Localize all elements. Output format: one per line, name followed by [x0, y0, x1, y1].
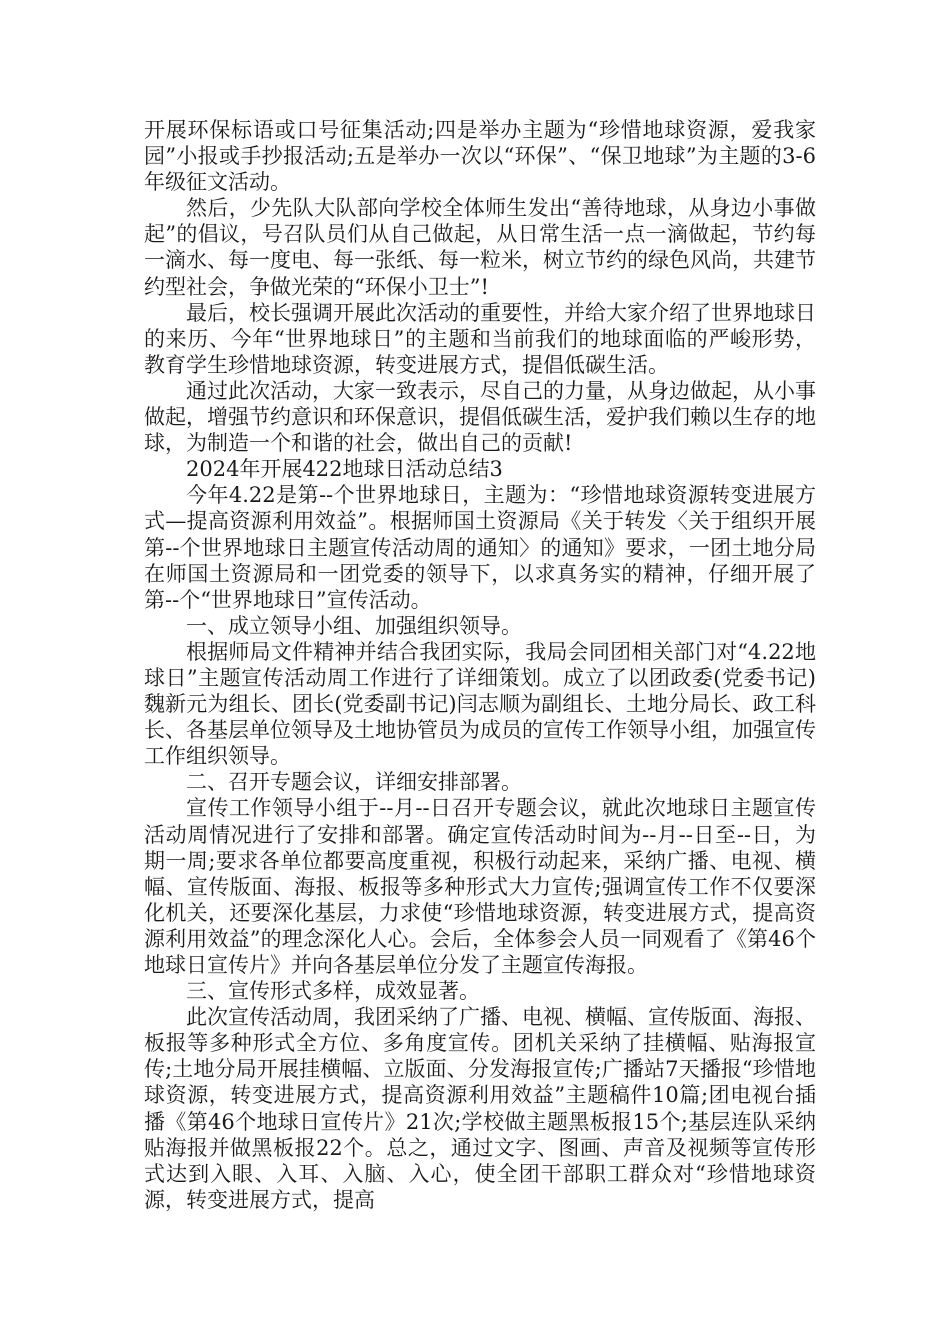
paragraph-conclusion: 通过此次活动，大家一致表示，尽自己的力量，从身边做起，从小事做起，增强节约意识和环保意识，提倡低碳生活，爱护我们赖以生存的地球，为制造一个和谐的社会，做出自己的贡献!: [144, 378, 816, 456]
paragraph-meeting: 宣传工作领导小组于--月--日召开专题会议，就此次地球日主题宣传活动周情况进行了安排和部署。确定宣传活动时间为--月--日至--日，为期一周;要求各单位都要高度重视，积极行动起来，采纳广播、电视、横幅、宣传版面、海报、板报等多种形式大力宣传;强调宣传工作不仅要深化机关，还要深化基层，力求使“珍惜地球资源，转变进展方式，提高资源利用效益”的理念深化人心。会后，全体参会人员一同观看了《第46个地球日宣传片》并向各基层单位分发了主题宣传海报。: [144, 796, 816, 977]
paragraph-publicity: 此次宣传活动周，我团采纳了广播、电视、横幅、宣传版面、海报、板报等多种形式全方位、多角度宣传。团机关采纳了挂横幅、贴海报宣传;土地分局开展挂横幅、立版面、分发海报宣传;广播站7天播报“珍惜地球资源，转变进展方式，提高资源利用效益”主题稿件10篇;团电视台插播《第46个地球日宣传片》21次;学校做主题黑板报15个;基层连队采纳贴海报并做黑板报22个。总之，通过文字、图画、声音及视频等宣传形式达到入眼、入耳、入脑、入心，使全团干部职工群众对“珍惜地球资源，转变进展方式，提高: [144, 1005, 816, 1212]
heading-3: 三、宣传形式多样，成效显著。: [186, 979, 480, 1004]
heading-2: 二、召开专题会议，详细安排部署。: [186, 770, 522, 795]
document-body: [144, 117, 816, 1213]
paragraph-intro: 今年4.22是第--个世界地球日，主题为：“珍惜地球资源转变进展方式—提高资源利用效益”。根据师国土资源局《关于转发〈关于组织开展第--个世界地球日主题宣传活动周的通知〉的通知》要求，一团土地分局在师国土资源局和一团党委的领导下，以求真务实的精神，仔细开展了第--个“世界地球日”宣传活动。: [144, 483, 816, 612]
paragraph-principal-speech: 最后，校长强调开展此次活动的重要性，并给大家介绍了世界地球日的来历、今年“世界地球日”的主题和当前我们的地球面临的严峻形势，教育学生珍惜地球资源，转变进展方式，提倡低碳生活。: [144, 300, 816, 377]
paragraph-leadership-group: 根据师局文件精神并结合我团实际，我局会同团相关部门对“4.22地球日”主题宣传活动周工作进行了详细策划。成立了以团政委(党委书记)魏新元为组长、团长(党委副书记)闫志顺为副组长、土地分局长、政工科长、各基层单位领导及土地协管员为成员的宣传工作领导小组，加强宣传工作组织领导。: [144, 639, 816, 769]
paragraph-continuation: 开展环保标语或口号征集活动;四是举办主题为“珍惜地球资源，爱我家园”小报或手抄报活动;五是举办一次以“环保”、“保卫地球”为主题的3-6年级征文活动。: [144, 118, 816, 195]
heading-1: 一、成立领导小组、加强组织领导。: [186, 613, 522, 638]
section-title: 2024年开展422地球日活动总结3: [186, 457, 503, 482]
paragraph-initiative: 然后，少先队大队部向学校全体师生发出“善待地球，从身边小事做起”的倡议，号召队员们从自己做起，从日常生活一点一滴做起，节约每一滴水、每一度电、每一张纸、每一粒米，树立节约的绿色风尚，共建节约型社会，争做光荣的“环保小卫士”!: [144, 196, 816, 299]
